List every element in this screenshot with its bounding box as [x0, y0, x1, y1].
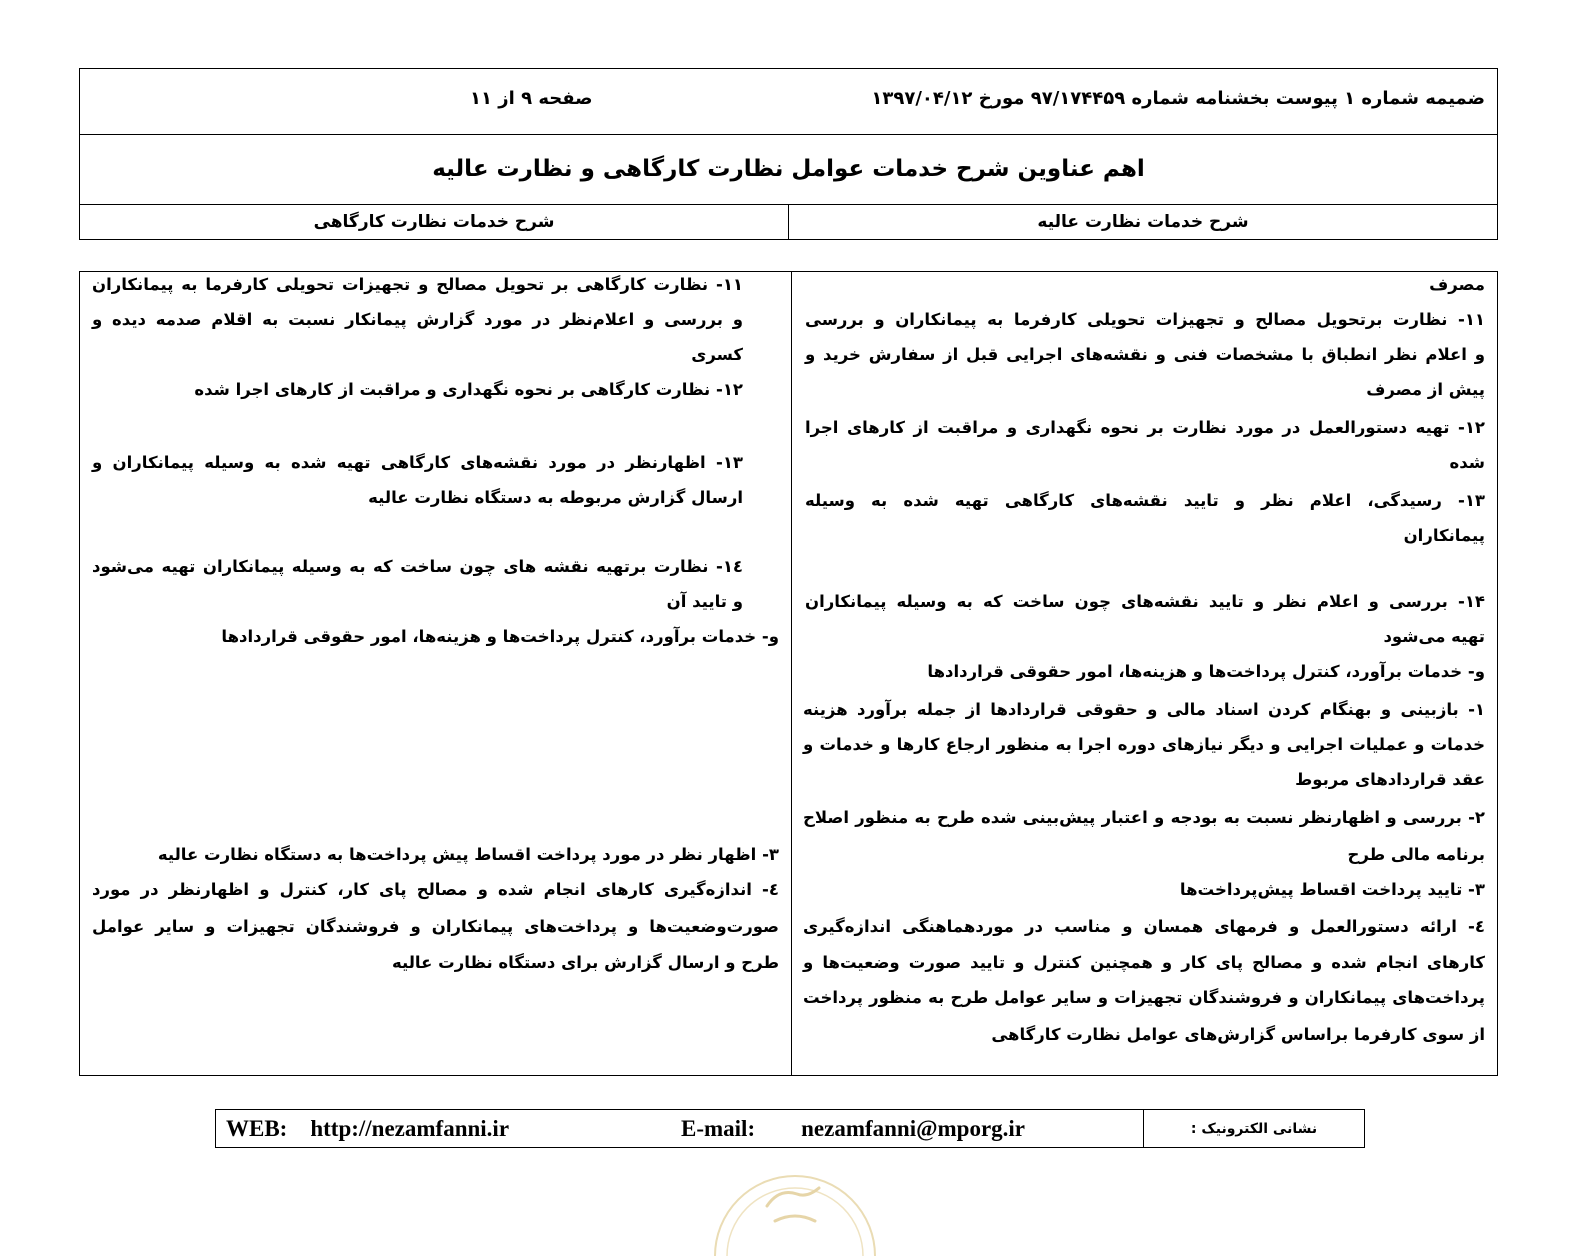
text-line: پیمانکاران — [1403, 526, 1485, 545]
text-line: ۱۲- تهیه دستورالعمل در مورد نظارت بر نحوه نگهداری و مراقبت از کارهای اجرا — [805, 418, 1485, 437]
text-line: کارهای انجام شده و مصالح پای کار و همچنین کنترل و تایید صورت وضعیت‌ها و — [803, 953, 1485, 972]
text-line: و تایید آن — [666, 592, 743, 611]
column-divider — [791, 272, 792, 1075]
text-line: و- خدمات برآورد، کنترل پرداخت‌ها و هزینه‌ها، امور حقوقی قراردادها — [221, 627, 779, 646]
text-line: خدمات و عملیات اجرایی و دیگر نیازهای دوره اجرا به منظور ارجاع کارها و خدمات و — [803, 735, 1485, 754]
email-address — [681, 1116, 1025, 1142]
text-line: ۱۲- نظارت کارگاهی بر نحوه نگهداری و مراقبت از کارهای اجرا شده — [194, 380, 743, 399]
watermark-seal-icon — [705, 1166, 885, 1256]
document-title: اهم عناوین شرح خدمات عوامل نظارت کارگاهی و نظارت عالیه — [80, 134, 1497, 205]
text-line: کسری — [691, 345, 743, 364]
email-link[interactable]: nezamfanni@mporg.ir — [801, 1116, 1026, 1141]
text-line: عقد قراردادهای مربوط — [1295, 770, 1485, 789]
column-headings — [80, 204, 1497, 239]
header-table — [79, 68, 1498, 240]
text-line: ۱۱- نظارت کارگاهی بر تحویل مصالح و تجهیزات تحویلی کارفرما به پیمانکاران — [92, 275, 743, 294]
text-line: پرداخت‌های پیمانکاران و فروشندگان تجهیزات و سایر عوامل طرح به منظور پرداخت — [803, 988, 1485, 1007]
text-line: تهیه می‌شود — [1383, 627, 1485, 646]
text-line: ۱۳- اظهارنظر در مورد نقشه‌های کارگاهی تهیه شده به وسیله پیمانکاران و — [92, 453, 743, 472]
text-line: ۱۳- رسیدگی، اعلام نظر و تایید نقشه‌های کارگاهی تهیه شده به وسیله — [805, 491, 1485, 510]
electronic-address-label: نشانی الکترونیک : — [1143, 1110, 1364, 1147]
services-table — [79, 271, 1498, 1076]
text-line: ۱۴- بررسی و اعلام نظر و تایید نقشه‌های چون ساخت که به وسیله پیمانکاران — [805, 592, 1485, 611]
page-number: صفحه ۹ از ۱۱ — [470, 88, 593, 109]
text-line: ۱۱- نظارت برتحویل مصالح و تجهیزات تحویلی کارفرما به پیمانکاران و بررسی — [805, 310, 1485, 329]
text-line: ارسال گزارش مربوطه به دستگاه نظارت عالیه — [368, 488, 743, 507]
web-link[interactable]: http://nezamfanni.ir — [310, 1116, 510, 1141]
high-supervision-column — [793, 272, 1497, 1075]
contact-footer — [215, 1109, 1365, 1148]
text-line: و اعلام نظر انطباق با مشخصات فنی و نقشه‌های اجرایی قبل از سفارش خرید و — [805, 345, 1485, 364]
circular-reference: ضمیمه شماره ۱ پیوست بخشنامه شماره ۹۷/۱۷۴۴۵۹ مورخ ۱۳۹۷/۰۴/۱۲ — [871, 88, 1485, 109]
text-line: ۳- تایید پرداخت اقساط پیش‌پرداخت‌ها — [1179, 880, 1485, 899]
text-line: برنامه مالی طرح — [1347, 845, 1485, 864]
text-line: ٤- اندازه‌گیری کارهای انجام شده و مصالح پای کار، کنترل و اظهارنظر در مورد — [92, 880, 779, 899]
reference-row — [80, 69, 1497, 135]
web-address — [226, 1116, 509, 1142]
text-line: مصرف — [1429, 275, 1485, 294]
text-line: صورت‌وضعیت‌ها و پرداخت‌های پیمانکاران و فروشندگان تجهیزات و سایر عوامل — [92, 917, 779, 936]
text-line: ۱- بازبینی و بهنگام کردن اسناد مالی و حقوقی قراردادها از جمله برآورد هزینه — [803, 700, 1485, 719]
text-line: و بررسی و اعلام‌نظر در مورد گزارش پیمانکار نسبت به اقلام صدمه دیده و — [92, 310, 743, 329]
text-line: طرح و ارسال گزارش برای دستگاه نظارت عالیه — [392, 953, 779, 972]
email-label: E-mail: — [681, 1116, 756, 1141]
text-line: از سوی کارفرما براساس گزارش‌های عوامل نظارت کارگاهی — [991, 1025, 1485, 1044]
text-line: ۲- بررسی و اظهارنظر نسبت به بودجه و اعتبار پیش‌بینی شده طرح به منظور اصلاح — [803, 808, 1485, 827]
heading-high-supervision: شرح خدمات نظارت عالیه — [788, 204, 1497, 239]
text-line: شده — [1449, 453, 1485, 472]
site-supervision-column — [80, 272, 791, 1075]
text-line: ۳- اظهار نظر در مورد پرداخت اقساط پیش پرداخت‌ها به دستگاه نظارت عالیه — [157, 845, 779, 864]
text-line: ٤- ارائه دستورالعمل و فرمهای همسان و مناسب در موردهماهنگی اندازه‌گیری — [803, 917, 1485, 936]
heading-site-supervision: شرح خدمات نظارت کارگاهی — [313, 211, 555, 232]
web-label: WEB: — [226, 1116, 288, 1141]
text-line: و- خدمات برآورد، کنترل پرداخت‌ها و هزینه‌ها، امور حقوقی قراردادها — [927, 662, 1485, 681]
text-line: پیش از مصرف — [1366, 380, 1485, 399]
text-line: ۱٤- نظارت برتهیه نقشه های چون ساخت که به وسیله پیمانکاران تهیه می‌شود — [92, 557, 743, 576]
